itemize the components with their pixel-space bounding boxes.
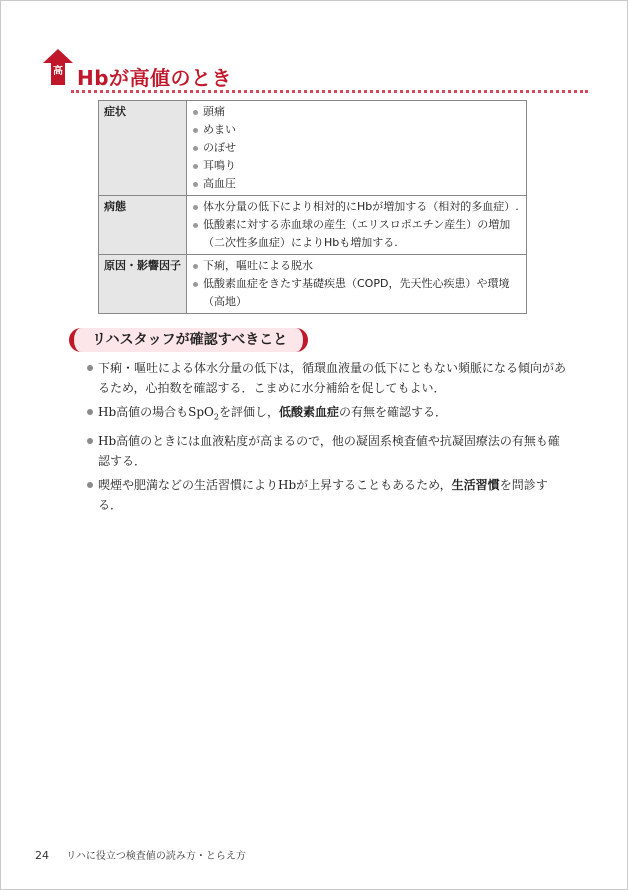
check-item: [86, 402, 566, 427]
check-item: [86, 431, 566, 471]
row-content: [187, 255, 527, 314]
table-row: [99, 255, 527, 314]
row-label: 原因・影響因子: [99, 255, 187, 314]
check-text: 喫煙や肥満などの生活習慣によりHbが上昇することもあるため，: [98, 478, 452, 493]
table-row: [99, 101, 527, 196]
list-item: 低酸素血症をきたす基礎疾患（COPD，先天性心疾患）や環境（高地）: [191, 275, 520, 311]
page-number: 24: [35, 849, 49, 862]
list-item: めまい: [191, 121, 520, 139]
list-item: 高血圧: [191, 175, 520, 193]
info-table: [98, 100, 527, 314]
check-text: Hb高値のときには血液粘度が高まるので，他の凝固系検査値や抗凝固療法の有無も確認する．: [98, 434, 560, 469]
check-text: 下痢・嘔吐による体水分量の低下は，循環血液量の低下にともない頻脈になる傾向があるため，心拍数を確認する．こまめに水分補給を促してもよい．: [98, 361, 567, 395]
list-item: 耳鳴り: [191, 157, 520, 175]
check-item: [86, 475, 566, 515]
badge-char: 高: [53, 66, 63, 77]
row-content: [187, 196, 527, 255]
emphasis-text: 低酸素血症: [279, 405, 340, 419]
check-list: [86, 358, 566, 519]
row-content: [187, 101, 527, 196]
check-text: の有無を確認する．: [339, 405, 448, 419]
check-item: [86, 358, 566, 398]
row-label: 症状: [99, 101, 187, 196]
check-text: を評価し，: [218, 405, 279, 419]
subsection-title: リハスタッフが確認すべきこと: [69, 328, 308, 352]
emphasis-text: 生活習慣: [451, 478, 500, 493]
section-title: Hbが高値のとき: [77, 66, 233, 90]
subscript: 2: [213, 412, 219, 422]
list-item: 低酸素に対する赤血球の産生（エリスロポエチン産生）の増加（二次性多血症）によりHbも増加する.: [191, 216, 520, 252]
book-title: リハに役立つ検査値の読み方・とらえ方: [66, 851, 246, 862]
list-item: 体水分量の低下により相対的にHbが増加する（相対的多血症）.: [191, 198, 520, 216]
list-item: のぼせ: [191, 139, 520, 157]
dotted-divider: [71, 90, 588, 93]
list-item: 頭痛: [191, 103, 520, 121]
page-footer: [35, 847, 246, 862]
table-row: [99, 196, 527, 255]
row-label: 病態: [99, 196, 187, 255]
section-header: [43, 49, 588, 97]
check-text: Hb高値の場合もSpO: [98, 405, 214, 419]
check-text: を問診する．: [98, 478, 548, 513]
list-item: 下痢，嘔吐による脱水: [191, 257, 520, 275]
up-arrow-icon: [43, 49, 73, 85]
